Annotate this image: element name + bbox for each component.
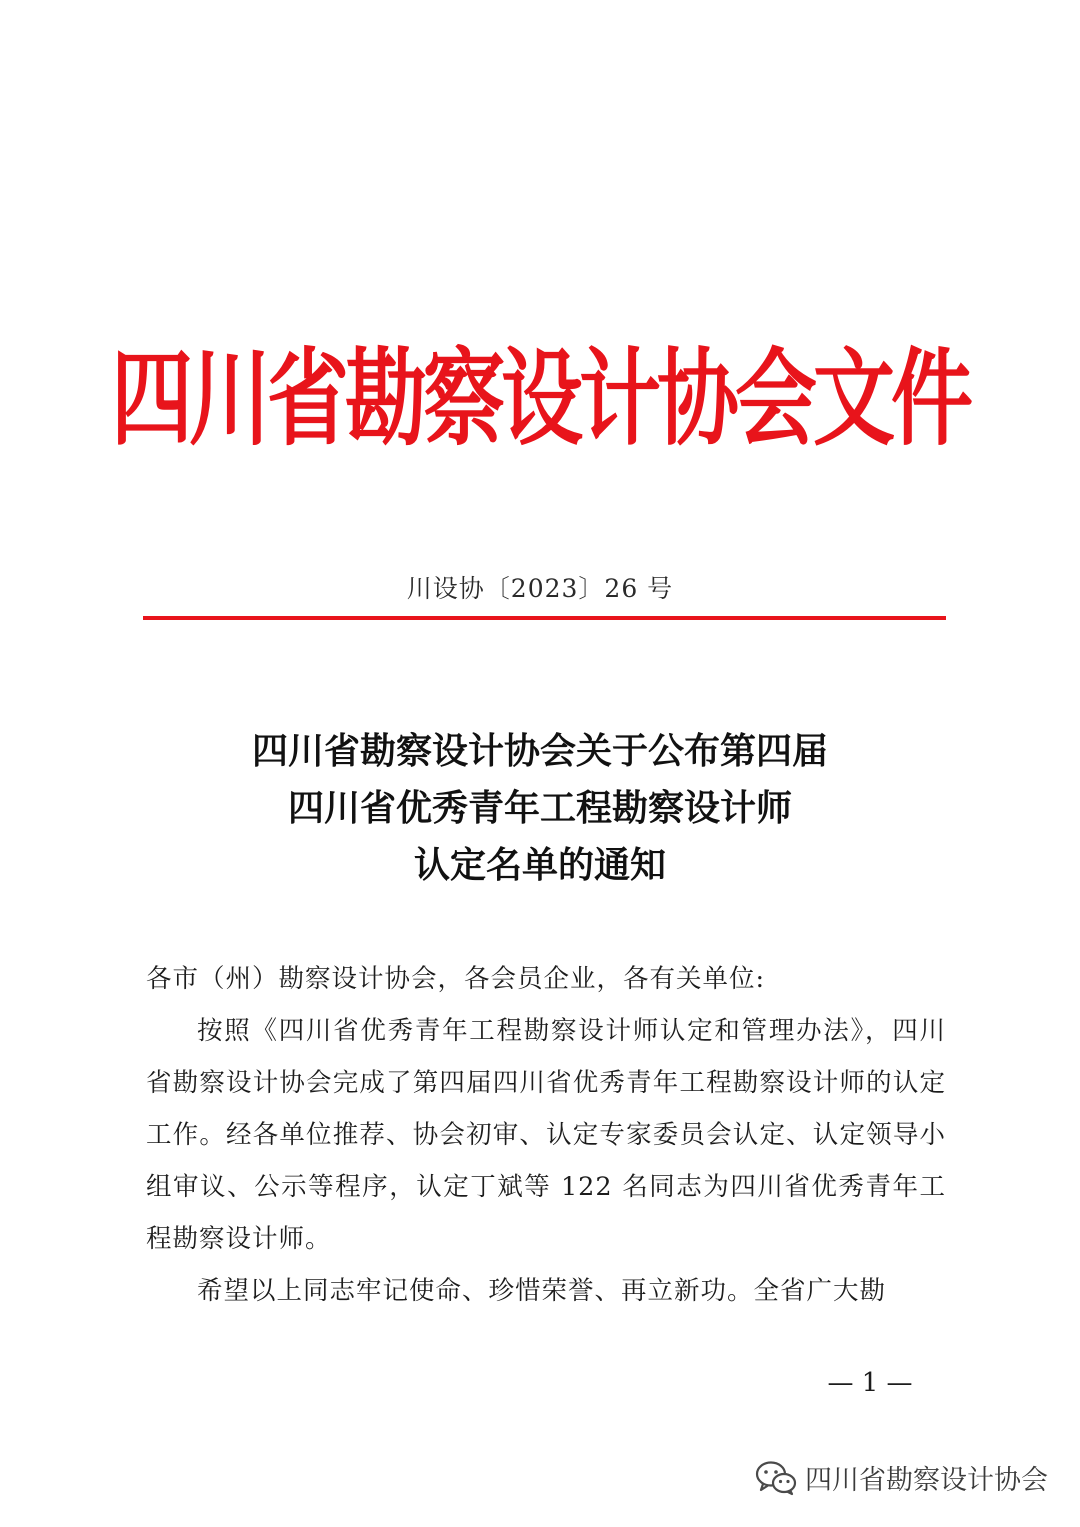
salutation: 各市（州）勘察设计协会，各会员企业，各有关单位: <box>146 964 766 994</box>
document-masthead: 四川省勘察设计协会文件 <box>110 339 969 461</box>
notice-body <box>146 953 946 1317</box>
title-line: 四川省勘察设计协会关于公布第四届 <box>251 730 828 772</box>
page-number: — 1 — <box>827 1368 913 1398</box>
wechat-watermark <box>755 1458 1048 1497</box>
document-number: 川设协〔2023〕26 号 <box>406 574 674 603</box>
notice-title <box>0 723 1080 894</box>
watermark-text: 四川省勘察设计协会 <box>805 1465 1048 1496</box>
wechat-icon <box>755 1460 797 1496</box>
title-line: 认定名单的通知 <box>413 844 666 886</box>
title-line: 四川省优秀青年工程勘察设计师 <box>287 787 792 829</box>
body-paragraph: 按照《四川省优秀青年工程勘察设计师认定和管理办法》，四川省勘察设计协会完成了第四届四川省优秀青年工程勘察设计师的认定工作。经各单位推荐、协会初审、认定专家委员会认定、认定领导小组审议、公示等程序，认定丁斌等 122 名同志为四川省优秀青年工程勘察设计师。 <box>146 1016 946 1254</box>
body-paragraph: 希望以上同志牢记使命、珍惜荣誉、再立新功。全省广大勘 <box>197 1276 887 1306</box>
red-divider <box>143 616 946 620</box>
